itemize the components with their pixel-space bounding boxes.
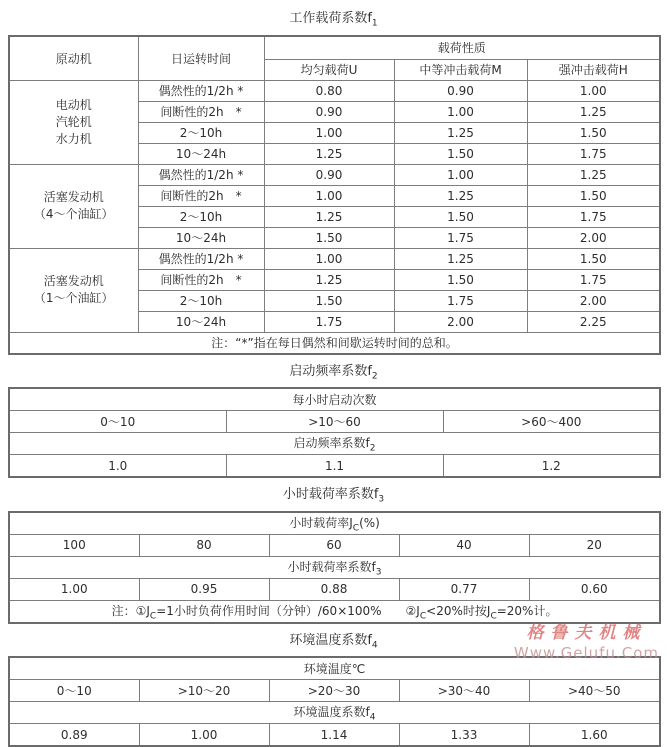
- watermark-site-url: Www.Gelufu.Com: [513, 644, 659, 662]
- category-cell: 0～10: [9, 411, 226, 433]
- value-cell: 0.80: [264, 80, 394, 101]
- table-row: [9, 702, 660, 724]
- starting-frequency-table: [8, 387, 661, 478]
- time-cell: 2～10h: [138, 290, 264, 311]
- table4-title: [8, 629, 659, 651]
- header-uniform-load: 均匀载荷U: [264, 59, 394, 80]
- value-cell: 1.75: [527, 269, 660, 290]
- value-cell: 1.50: [527, 122, 660, 143]
- table-row: [9, 332, 660, 354]
- value-cell: 1.00: [394, 101, 527, 122]
- note-text: =1小时负荷作用时间（分钟）/60×100% ②J: [156, 603, 420, 618]
- label-row-f3: [9, 556, 660, 578]
- value-cell: 1.60: [529, 724, 660, 747]
- table-row: [9, 680, 660, 702]
- value-cell: 1.75: [527, 143, 660, 164]
- value-cell: 1.25: [394, 122, 527, 143]
- machine-line: 活塞发动机: [43, 190, 104, 205]
- value-cell: 2.25: [527, 311, 660, 332]
- value-cell: 1.0: [9, 455, 226, 478]
- value-cell: 1.00: [139, 724, 269, 747]
- header-load-nature: 载荷性质: [264, 36, 660, 60]
- table3-title: [8, 483, 659, 505]
- category-cell: 60: [269, 534, 399, 556]
- value-cell: 2.00: [527, 290, 660, 311]
- category-cell: >20～30: [269, 680, 399, 702]
- value-cell: 2.00: [527, 227, 660, 248]
- table-row: [9, 80, 660, 101]
- label-text: 启动频率系数f: [293, 435, 370, 450]
- table-row: [9, 248, 660, 269]
- value-cell: 1.25: [394, 248, 527, 269]
- time-cell: 间断性的2h *: [138, 269, 264, 290]
- watermark-brand: 格鲁夫机械: [526, 623, 647, 643]
- value-cell: 1.50: [394, 143, 527, 164]
- table-row: [9, 455, 660, 478]
- header-medium-impact-load: 中等冲击载荷M: [394, 59, 527, 80]
- note-subscript: C: [490, 610, 497, 621]
- hourly-load-rate-table: [8, 511, 661, 624]
- machine-line: 电动机: [55, 97, 92, 112]
- table-row: [9, 411, 660, 433]
- machine-line: 水力机: [55, 131, 92, 146]
- table-row: [9, 388, 660, 411]
- table3-title-text: 小时载荷率系数f: [282, 487, 379, 503]
- value-cell: 0.90: [264, 164, 394, 185]
- value-cell: 0.88: [269, 578, 399, 600]
- ambient-temperature-table: [8, 656, 661, 747]
- header-text: (%): [359, 515, 380, 530]
- value-cell: 1.25: [394, 185, 527, 206]
- value-cell: 1.75: [394, 290, 527, 311]
- value-cell: 1.50: [394, 206, 527, 227]
- note-subscript: C: [419, 610, 427, 621]
- value-cell: 1.00: [527, 80, 660, 101]
- machine-cell-motor: [9, 80, 138, 164]
- table1-note: 注：“*”指在每日偶然和间歇运转时间的总和。: [9, 332, 660, 354]
- value-cell: 1.00: [264, 185, 394, 206]
- time-cell: 2～10h: [138, 122, 264, 143]
- value-cell: 1.14: [269, 724, 399, 747]
- value-cell: 1.00: [264, 122, 394, 143]
- label-text: 环境温度系数f: [293, 705, 370, 720]
- table4-title-subscript: 4: [371, 640, 378, 651]
- category-cell: >10～20: [139, 680, 269, 702]
- table4-title-text: 环境温度系数f: [289, 632, 372, 648]
- time-cell: 偶然性的1/2h *: [138, 80, 264, 101]
- table3-note: [9, 600, 660, 623]
- time-cell: 间断性的2h *: [138, 101, 264, 122]
- machine-line: （4～个油缸）: [33, 207, 114, 222]
- value-cell: 1.00: [9, 578, 139, 600]
- header-ambient-temperature: 环境温度℃: [9, 657, 660, 680]
- label-row-f2: [9, 433, 660, 455]
- label-row-f4: [9, 702, 660, 724]
- label-subscript: 3: [375, 566, 382, 577]
- label-subscript: 4: [369, 712, 376, 723]
- machine-line: （1～个油缸）: [33, 291, 114, 306]
- table2-title-subscript: 2: [371, 371, 378, 382]
- header-daily-time: 日运转时间: [138, 36, 264, 81]
- value-cell: 1.25: [264, 206, 394, 227]
- value-cell: 1.75: [264, 311, 394, 332]
- category-cell: >60～400: [443, 411, 660, 433]
- category-cell: >30～40: [399, 680, 529, 702]
- category-cell: 40: [399, 534, 529, 556]
- value-cell: 1.75: [394, 227, 527, 248]
- note-text: <20%时按J: [426, 603, 491, 618]
- category-cell: 100: [9, 534, 139, 556]
- machine-line: 汽轮机: [55, 114, 92, 129]
- table-row: [9, 512, 660, 535]
- value-cell: 1.50: [264, 290, 394, 311]
- table-row: [9, 556, 660, 578]
- value-cell: 1.50: [527, 185, 660, 206]
- time-cell: 偶然性的1/2h *: [138, 248, 264, 269]
- table-row: [9, 433, 660, 455]
- value-cell: 1.00: [264, 248, 394, 269]
- header-prime-mover: 原动机: [9, 36, 138, 81]
- note-text: =20%计。: [496, 603, 558, 618]
- label-text: 小时载荷率系数f: [287, 559, 376, 574]
- category-cell: >10～60: [226, 411, 443, 433]
- header-hourly-load-rate: [9, 512, 660, 535]
- machine-cell-piston-4: [9, 164, 138, 248]
- header-text: 小时载荷率J: [289, 515, 353, 530]
- value-cell: 0.89: [9, 724, 139, 747]
- note-subscript: C: [149, 610, 157, 621]
- table-row: [9, 724, 660, 747]
- time-cell: 10～24h: [138, 311, 264, 332]
- machine-line: 活塞发动机: [43, 274, 104, 289]
- value-cell: 1.50: [394, 269, 527, 290]
- category-cell: >40～50: [529, 680, 660, 702]
- time-cell: 2～10h: [138, 206, 264, 227]
- value-cell: 0.90: [394, 80, 527, 101]
- table3-title-subscript: 3: [378, 494, 385, 505]
- table-row: [9, 657, 660, 680]
- label-subscript: 2: [369, 443, 376, 454]
- header-strong-impact-load: 强冲击载荷H: [527, 59, 660, 80]
- value-cell: 1.50: [527, 248, 660, 269]
- table-row: [9, 578, 660, 600]
- time-cell: 偶然性的1/2h *: [138, 164, 264, 185]
- value-cell: 0.95: [139, 578, 269, 600]
- value-cell: 0.60: [529, 578, 660, 600]
- work-load-coefficient-table: [8, 35, 661, 355]
- table2-title-text: 启动频率系数f: [289, 363, 372, 379]
- header-subscript: C: [352, 522, 360, 533]
- value-cell: 0.77: [399, 578, 529, 600]
- value-cell: 1.1: [226, 455, 443, 478]
- value-cell: 1.25: [527, 101, 660, 122]
- table-row: [9, 534, 660, 556]
- table1-title: [8, 7, 659, 29]
- time-cell: 间断性的2h *: [138, 185, 264, 206]
- value-cell: 1.2: [443, 455, 660, 478]
- category-cell: 80: [139, 534, 269, 556]
- time-cell: 10～24h: [138, 143, 264, 164]
- table1-title-text: 工作载荷系数f: [289, 11, 372, 26]
- category-cell: 0～10: [9, 680, 139, 702]
- time-cell: 10～24h: [138, 227, 264, 248]
- value-cell: 1.00: [394, 164, 527, 185]
- header-starts-per-hour: 每小时启动次数: [9, 388, 660, 411]
- value-cell: 1.50: [264, 227, 394, 248]
- category-cell: 20: [529, 534, 660, 556]
- table-row: [9, 600, 660, 623]
- value-cell: 1.25: [527, 164, 660, 185]
- value-cell: 1.25: [264, 143, 394, 164]
- value-cell: 1.33: [399, 724, 529, 747]
- machine-cell-piston-1: [9, 248, 138, 332]
- table-row: [9, 36, 660, 60]
- table1-title-subscript: 1: [371, 18, 378, 29]
- value-cell: 0.90: [264, 101, 394, 122]
- table2-title: [8, 360, 659, 382]
- value-cell: 1.75: [527, 206, 660, 227]
- value-cell: 2.00: [394, 311, 527, 332]
- note-text: 注：①J: [111, 603, 150, 618]
- value-cell: 1.25: [264, 269, 394, 290]
- table-row: [9, 164, 660, 185]
